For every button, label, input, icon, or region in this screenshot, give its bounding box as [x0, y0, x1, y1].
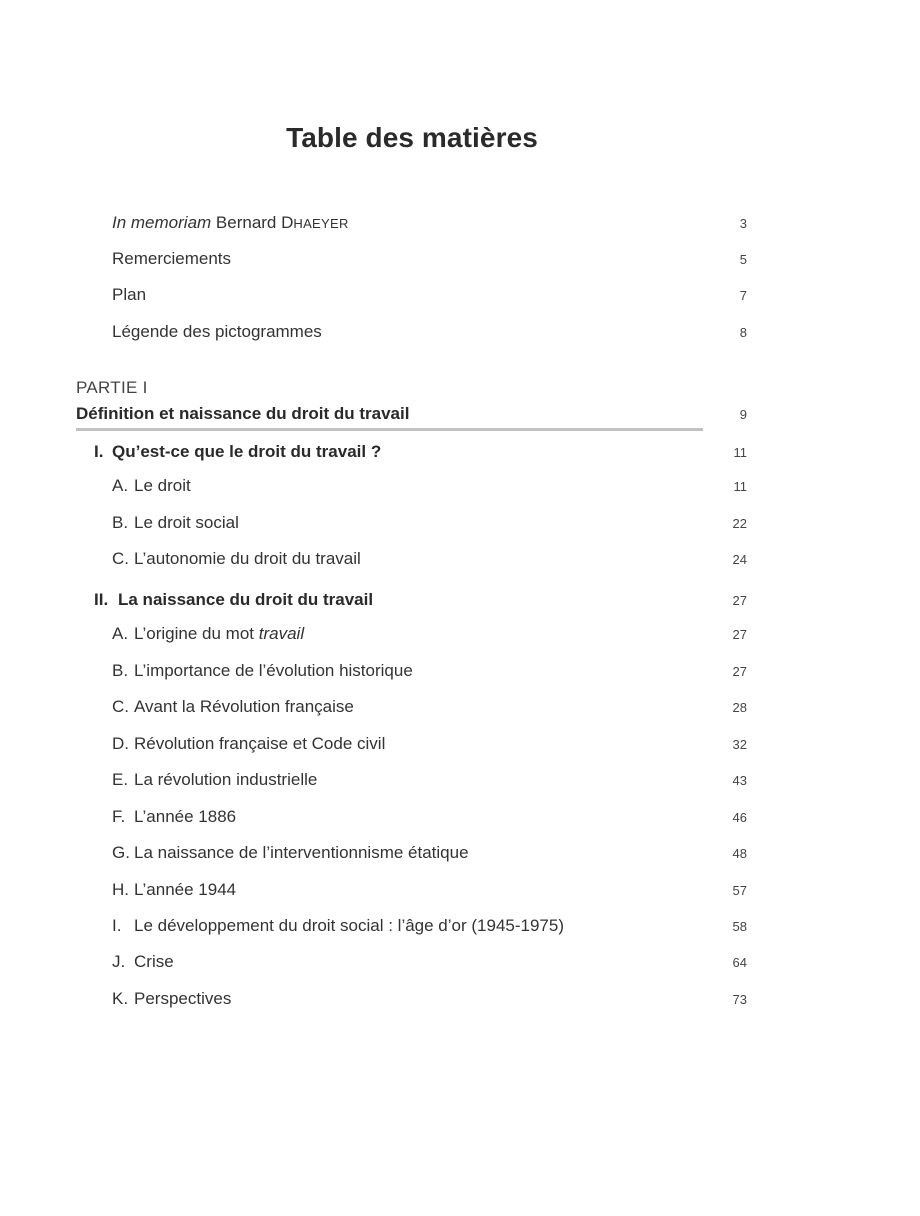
page-number: 64 [732, 955, 747, 970]
page-number: 43 [732, 773, 747, 788]
chapter-title [94, 441, 381, 463]
page-number: 9 [739, 407, 747, 422]
section-title-text: Perspectives [134, 989, 232, 1008]
section-letter: K. [112, 989, 129, 1008]
toc-entry-label: Légende des pictogrammes [112, 322, 322, 341]
toc-section[interactable] [0, 879, 920, 903]
page-number: 3 [739, 216, 747, 231]
toc-entry-plan[interactable] [0, 284, 920, 308]
section-title-text: Le droit [134, 476, 191, 495]
chapter-title-text: La naissance du droit du travail [118, 590, 374, 609]
section-letter: C. [112, 549, 129, 568]
toc-entry-in-memoriam[interactable] [0, 212, 920, 236]
section-title-text: La révolution industrielle [134, 770, 318, 789]
smallcaps-text: HAEYER [293, 216, 349, 231]
page-number: 48 [732, 846, 747, 861]
toc-section[interactable] [0, 733, 920, 757]
section-title-text: L’autonomie du droit du travail [134, 549, 361, 568]
chapter-numeral: II. [94, 590, 109, 609]
toc-entry-legende[interactable] [0, 321, 920, 345]
section-letter: G. [112, 843, 130, 862]
page-number: 28 [732, 700, 747, 715]
chapter-title [94, 589, 373, 611]
toc-entry-label: Plan [112, 285, 147, 304]
section-title [112, 475, 191, 497]
section-title [112, 769, 317, 791]
page-number: 11 [733, 445, 747, 460]
section-letter: A. [112, 624, 129, 643]
toc-section[interactable] [0, 915, 920, 939]
section-title [112, 696, 354, 718]
section-letter: B. [112, 513, 129, 532]
page-number: 27 [732, 593, 747, 608]
page-number: 27 [732, 664, 747, 679]
section-title [112, 951, 174, 973]
section-title [112, 806, 236, 828]
section-title [112, 988, 231, 1010]
section-title-italic: travail [258, 624, 305, 643]
section-title-text: La naissance de l’interventionnisme étatique [134, 843, 469, 862]
page-number: 58 [732, 919, 747, 934]
section-title-text: Crise [134, 952, 174, 971]
toc-section[interactable] [0, 623, 920, 647]
italic-text: In memoriam [112, 213, 212, 232]
toc-chapter-1[interactable] [0, 441, 920, 465]
toc-section[interactable] [0, 696, 920, 720]
section-title [112, 660, 413, 682]
toc-entry-label: Remerciements [112, 249, 232, 268]
page-number: 5 [739, 252, 747, 267]
section-letter: E. [112, 770, 129, 789]
section-title [112, 512, 239, 534]
toc-section[interactable] [0, 806, 920, 830]
section-title-text: L’année 1886 [134, 807, 237, 826]
section-title [112, 879, 236, 901]
section-letter: B. [112, 661, 129, 680]
page-number: 27 [732, 627, 747, 642]
chapter-title-text: Qu’est-ce que le droit du travail ? [112, 442, 382, 461]
section-title-text: Le développement du droit social : l’âge d’or (1945-1975) [134, 916, 564, 935]
toc-section[interactable] [0, 512, 920, 536]
page-number: 22 [732, 516, 747, 531]
page-title: Table des matières [286, 122, 538, 153]
section-letter: F. [112, 807, 126, 826]
section-title [112, 915, 564, 937]
part-divider [76, 428, 703, 431]
section-title-text: Révolution française et Code civil [134, 734, 386, 753]
part-label: PARTIE I [76, 378, 148, 397]
toc-section[interactable] [0, 951, 920, 975]
section-letter: C. [112, 697, 129, 716]
section-title-text: Avant la Révolution française [134, 697, 354, 716]
page-number: 24 [732, 552, 747, 567]
page-number: 46 [732, 810, 747, 825]
section-title-text: L’importance de l’évolution historique [134, 661, 413, 680]
toc-section[interactable] [0, 988, 920, 1012]
part-title: Définition et naissance du droit du travail [76, 404, 410, 423]
chapter-numeral: I. [94, 442, 104, 461]
toc-section[interactable] [0, 842, 920, 866]
section-letter: D. [112, 734, 129, 753]
section-title [112, 623, 304, 645]
name-text: Bernard D [211, 213, 294, 232]
section-title [112, 733, 385, 755]
section-letter: A. [112, 476, 129, 495]
toc-chapter-2[interactable] [0, 589, 920, 613]
toc-part-title[interactable] [0, 403, 920, 427]
page-number: 8 [739, 325, 747, 340]
toc-section[interactable] [0, 769, 920, 793]
section-letter: H. [112, 880, 129, 899]
toc-entry-remerciements[interactable] [0, 248, 920, 272]
section-letter: I. [112, 916, 122, 935]
page-number: 32 [732, 737, 747, 752]
section-title [112, 842, 469, 864]
section-title-text: L’année 1944 [134, 880, 237, 899]
page-number: 11 [733, 479, 747, 494]
toc-section[interactable] [0, 660, 920, 684]
toc-section[interactable] [0, 548, 920, 572]
toc-entry-label [112, 212, 349, 235]
page-number: 7 [739, 288, 747, 303]
page-number: 57 [732, 883, 747, 898]
section-letter: J. [112, 952, 126, 971]
section-title [112, 548, 361, 570]
section-title-text: L’origine du mot [134, 624, 259, 643]
section-title-text: Le droit social [134, 513, 239, 532]
toc-section[interactable] [0, 475, 920, 499]
page-number: 73 [732, 992, 747, 1007]
